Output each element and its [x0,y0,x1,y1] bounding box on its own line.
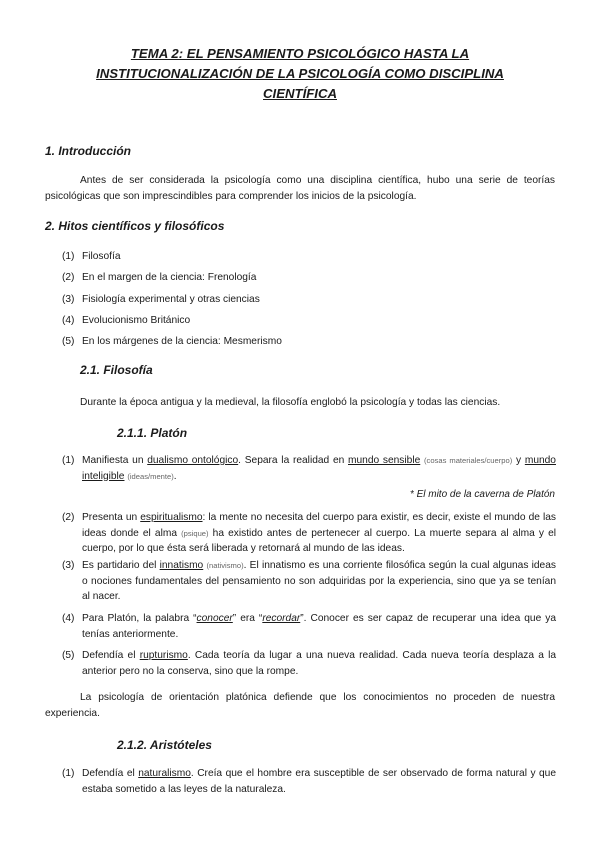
title-line-1: TEMA 2: EL PENSAMIENTO PSICOLÓGICO HASTA LA [130,46,470,61]
list-item: (3) Es partidario del innatismo (nativismo). El innatismo es una corriente filosófica según la cual algunas ideas o nociones fundamentales del pensamiento no son adquiridas por la experiencia, sino que ya se tenían al nacer. [62,560,556,602]
heading-aristoteles: 2.1.2. Aristóteles [117,738,212,752]
note-caverna: * El mito de la caverna de Platón [409,489,555,500]
term-mundo-sensible: mundo sensible [348,455,421,466]
list-item: (1) Filosofía [62,251,121,262]
list-item: (1) Defendía el naturalismo. Creía que el hombre era susceptible de ser observado de forma natural y que estaba sometido a las leyes de la naturaleza. [62,768,557,795]
list-item: (5) En los márgenes de la ciencia: Mesmerismo [62,336,282,347]
list-item: (2) En el margen de la ciencia: Frenología [62,272,257,283]
list-item: (1) Manifiesta un dualismo ontológico. Separa la realidad en mundo sensible (cosas materiales/cuerpo) y mundo inteligible (ideas/mente). [62,455,556,482]
list-item: (5) Defendía el rupturismo. Cada teoría da lugar a una nueva realidad. Cada nueva teoría desplaza a la anterior pero no la conserva, sino que la rompe. [62,650,557,677]
term-recordar: recordar [262,613,301,624]
term-conocer: conocer [196,613,233,624]
list-item: (3) Fisiología experimental y otras ciencias [62,294,260,305]
filosofia-paragraph: Durante la época antigua y la medieval, la filosofía englobó la psicología y todas las ciencias. [80,397,501,408]
term-espiritualismo: espiritualismo [140,512,203,523]
heading-introduccion: 1. Introducción [45,144,132,158]
term-rupturismo: rupturismo [139,650,188,661]
title-line-3: CIENTÍFICA [263,86,337,101]
platon-conclusion-paragraph: La psicología de orientación platónica defiende que los conocimientos no proceden de nuestra experiencia. [45,692,555,719]
heading-filosofia: 2.1. Filosofía [80,363,153,377]
document-title [70,44,530,104]
list-item: (4) Para Platón, la palabra “conocer” era “recordar”. Conocer es ser capaz de recuperar una idea que ya tenías anteriormente. [62,613,557,640]
list-item: (4) Evolucionismo Británico [62,315,191,326]
heading-hitos: 2. Hitos científicos y filosóficos [45,219,225,233]
term-naturalismo: naturalismo [138,768,191,779]
term-dualismo: dualismo ontológico [147,455,239,466]
term-innatismo: innatismo [159,560,204,571]
title-line-2: INSTITUCIONALIZACIÓN DE LA PSICOLOGÍA COMO DISCIPLINA [96,66,504,81]
heading-platon: 2.1.1. Platón [117,426,188,440]
term-mundo-inteligible: mundo inteligible [82,455,556,482]
intro-paragraph: Antes de ser considerada la psicología como una disciplina científica, hubo una serie de teorías psicológicas que son imprescindibles para comprender los inicios de la psicología. [45,175,555,202]
list-item: (2) Presenta un espiritualismo: la mente no necesita del cuerpo para existir, es decir, existe el mundo de las ideas donde el alma (psique) ha existido antes de pertenecer al cuerpo. La muerte separa al alma y el cuerpo, por lo que ésta será liberada y retornará al mundo de las ideas. [62,512,557,554]
